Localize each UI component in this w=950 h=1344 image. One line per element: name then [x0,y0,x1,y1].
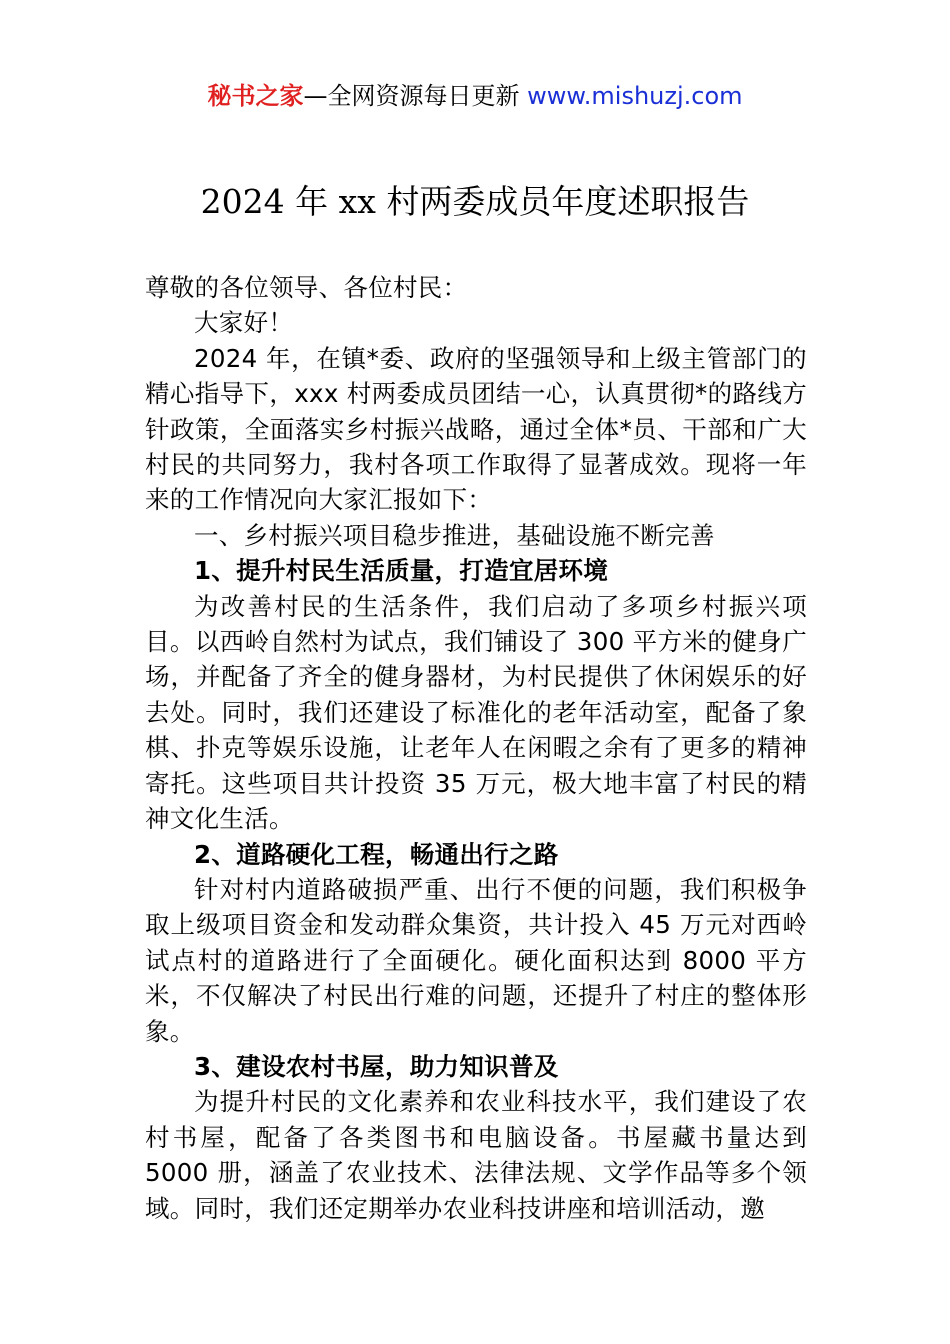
brand-name: 秘书之家 [207,82,304,110]
subsection-heading-2: 2、道路硬化工程，畅通出行之路 [194,839,559,869]
site-header [0,80,950,112]
greeting: 大家好！ [194,308,294,338]
document-title: 2024 年 xx 村两委成员年度述职报告 [200,182,750,221]
subsection-heading-3: 3、建设农村书屋，助力知识普及 [194,1051,559,1081]
subsection-paragraph-1: 为改善村民的生活条件，我们启动了多项乡村振兴项目。以西岭自然村为试点，我们铺设了 300 平方米的健身广场，并配备了齐全的健身器材，为村民提供了休闲娱乐的好去处。同时，我们还建设了标准化的老年活动室，配备了象棋、扑克等娱乐设施，让老年人在闲暇之余有了更多的精神寄托。这些项目共计投资 35 万元，极大地丰富了村民的精神文化生活。 [145,591,807,834]
intro-paragraph: 2024 年，在镇*委、政府的坚强领导和上级主管部门的精心指导下，xxx 村两委成员团结一心，认真贯彻*的路线方针政策，全面落实乡村振兴战略，通过全体*员、干部和广大村民的共同努力，我村各项工作取得了显著成效。现将一年来的工作情况向大家汇报如下： [145,343,807,515]
site-url-link[interactable]: www.mishuzj.com [527,82,743,110]
subsection-paragraph-2: 针对村内道路破损严重、出行不便的问题，我们积极争取上级项目资金和发动群众集资，共计投入 45 万元对西岭试点村的道路进行了全面硬化。硬化面积达到 8000 平方米，不仅解决了村民出行难的问题，还提升了村庄的整体形象。 [145,874,807,1046]
document-body [145,270,807,1226]
section-heading-1: 一、乡村振兴项目稳步推进，基础设施不断完善 [194,520,715,550]
subsection-heading-1: 1、提升村民生活质量，打造宜居环境 [194,556,609,586]
subsection-paragraph-3: 为提升村民的文化素养和农业科技水平，我们建设了农村书屋，配备了各类图书和电脑设备。书屋藏书量达到 5000 册，涵盖了农业技术、法律法规、文学作品等多个领域。同时，我们还定期举办农业科技讲座和培训活动，邀 [145,1087,807,1223]
salutation: 尊敬的各位领导、各位村民： [145,273,468,302]
header-tagline: —全网资源每日更新 [303,82,520,110]
